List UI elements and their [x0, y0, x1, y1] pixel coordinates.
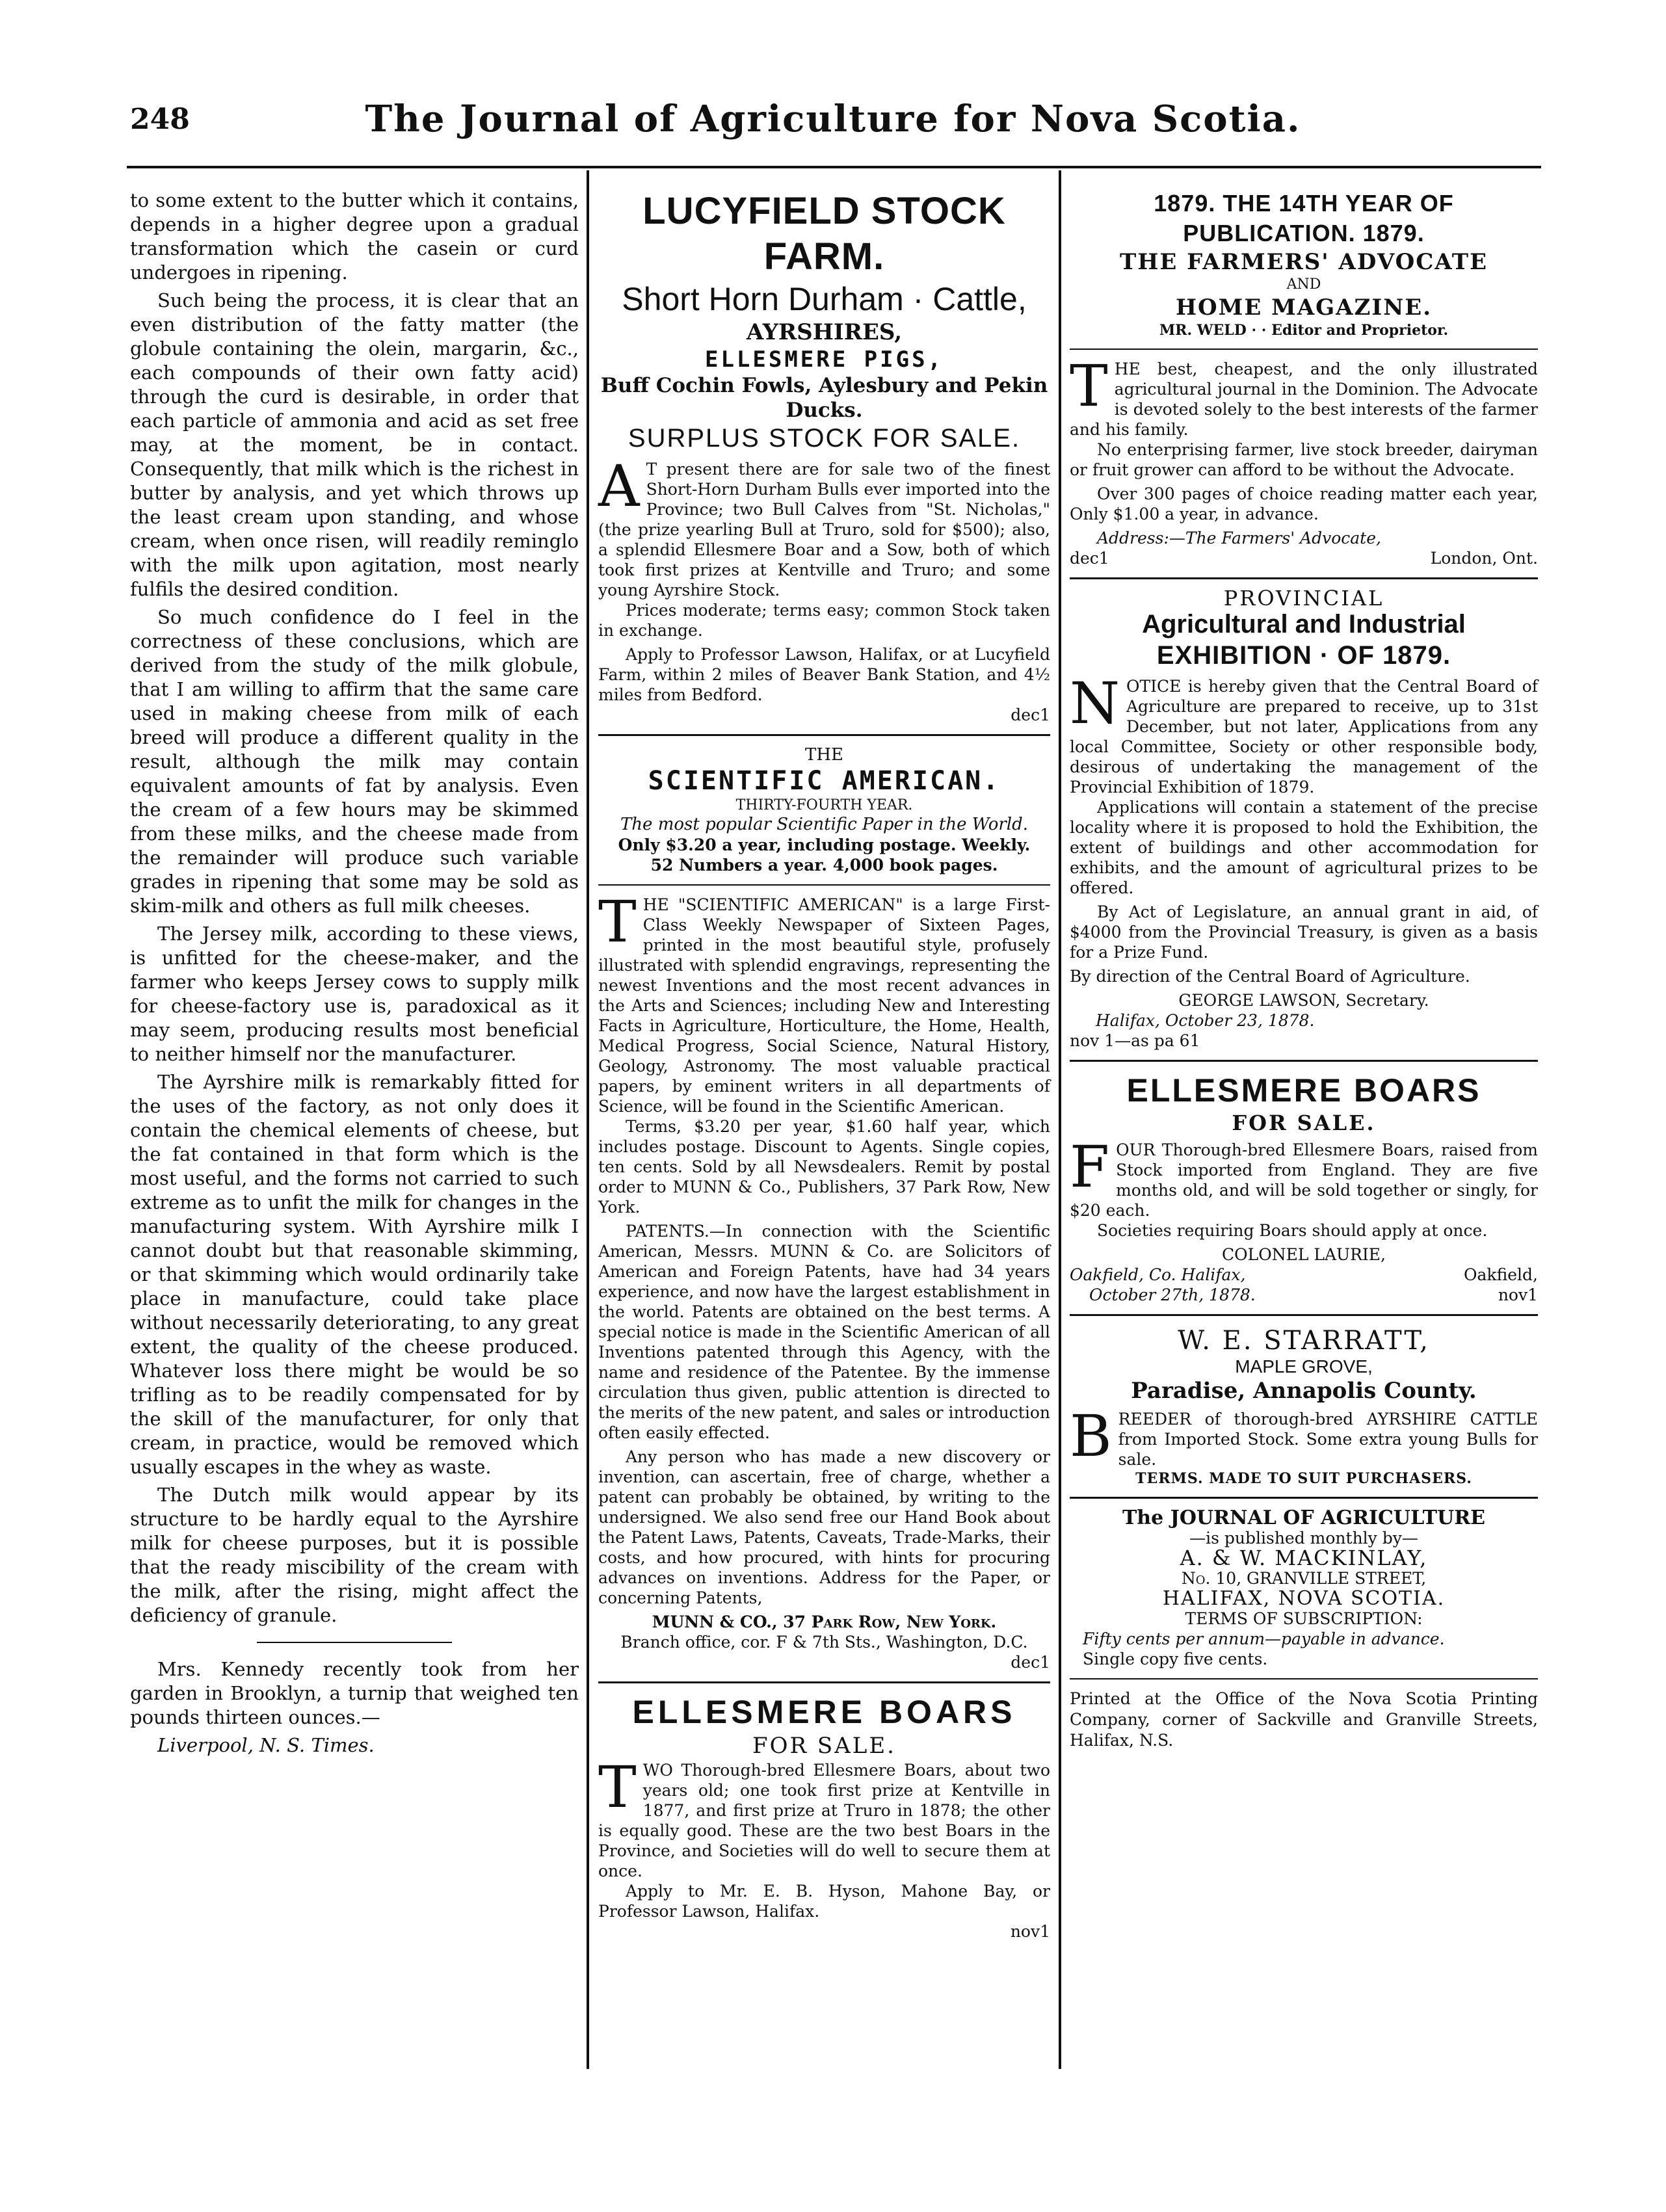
- lucyfield-cattle: Short Horn Durham · Cattle,: [622, 281, 1027, 317]
- article-paragraph: Such being the process, it is clear that an even distribution of the fatty matter (the globule containing the olein, margarin, &c., each compounds of their own fatty acid) through the curd is desirable, in order that each particle of ammonia and acid as set free may, at the moment, be in contact. Consequently, that milk which is the richest in butter by analysis, and yet which throws up the least cream upon standing, and whose cream, when once risen, will readily reminglo with the milk upon agitation, most nearly fulfils the desired condition.: [130, 289, 579, 600]
- boars-apply: Apply to Mr. E. B. Hyson, Mahone Bay, or Professor Lawson, Halifax.: [598, 1882, 1050, 1921]
- fa-pages: Over 300 pages of choice reading matter each year, Only $1.00 a year, in advance.: [1070, 484, 1538, 523]
- dropcap: A: [598, 453, 640, 520]
- article-paragraph: The Jersey milk, according to these views, is unfitted for the cheese-maker, and the farmer who keeps Jersey cows to supply milk for cheese-factory use is, paradoxical as it may seem, producing results most beneficial to neither himself nor the manufacturer.: [130, 923, 579, 1065]
- header-rule: [127, 166, 1541, 168]
- ex-act: By Act of Legislature, an annual grant in aid, of $4000 from the Provincial Treasury, is given as a basis for a Prize Fund.: [1070, 902, 1538, 962]
- ws-terms: TERMS. MADE TO SUIT PURCHASERS.: [1135, 1470, 1472, 1487]
- eb-subtitle: FOR SALE.: [1232, 1111, 1376, 1135]
- ex-date: Halifax, October 23, 1878.: [1096, 1011, 1315, 1030]
- ex-direction: By direction of the Central Board of Agriculture.: [1070, 967, 1470, 986]
- ex-title-2: EXHIBITION · OF 1879.: [1156, 641, 1451, 670]
- fa-title-2: HOME MAGAZINE.: [1175, 295, 1433, 321]
- sa-price: Only $3.20 a year, including postage. Weekly.: [618, 836, 1031, 854]
- fa-no-farmer: No enterprising farmer, live stock breeder, dairyman or fruit grower can afford to be without the Advocate.: [1070, 440, 1538, 479]
- ex-applications: Applications will contain a statement of the precise locality where it is proposed to hold the Exhibition, the extent of buildings and other accommodation for exhibits, and the amount of agricultural prizes to be offered.: [1070, 798, 1538, 897]
- sa-terms: Terms, $3.20 per year, $1.60 half year, which includes postage. Discount to Agents. Single copies, ten cents. Sold by all Newsdealers. Remit by postal order to MUNN & Co., Publishers, 37 Park Row, New York.: [598, 1117, 1050, 1217]
- eb-date: October 27th, 1878.: [1089, 1285, 1256, 1304]
- dropcap: F: [1070, 1133, 1110, 1200]
- sa-patents: PATENTS.—In connection with the Scientific American, Messrs. MUNN & Co. are Solicitors of American and Foreign Patents, have had 34 years experience, and now have the largest establishment in the world. Patents are obtained on the best terms. A special notice is made in the Scientific American of all Inventions patented through this Agency, with the name and residence of the Patentee. By the immense circulation thus given, public attention is directed to the merits of the new patent, and sales or introduction often easily effected.: [598, 1222, 1050, 1442]
- boars-subtitle: FOR SALE.: [752, 1733, 896, 1759]
- sa-tagline: The most popular Scientific Paper in the World.: [620, 815, 1029, 834]
- ja-publishers: A. & W. MACKINLAY,: [1180, 1546, 1428, 1570]
- ad-separator: [1070, 1060, 1538, 1062]
- ja-terms: TERMS OF SUBSCRIPTION:: [1185, 1609, 1423, 1628]
- sa-the: THE: [805, 745, 843, 765]
- ex-signature: GEORGE LAWSON, Secretary.: [1178, 991, 1429, 1010]
- fa-title: THE FARMERS' ADVOCATE: [1119, 249, 1488, 275]
- ja-city: HALIFAX, NOVA SCOTIA.: [1162, 1587, 1446, 1610]
- fa-editor: MR. WELD · · Editor and Proprietor.: [1159, 322, 1449, 339]
- ja-fifty-cents: Fifty cents per annum—payable in advance.: [1083, 1629, 1445, 1648]
- ad-separator: [1070, 1678, 1538, 1679]
- ws-county: Paradise, Annapolis County.: [1131, 1378, 1477, 1404]
- ex-provincial: PROVINCIAL: [1223, 586, 1384, 611]
- page-number: 248: [130, 103, 190, 136]
- boars-title: ELLESMERE BOARS: [632, 1694, 1016, 1730]
- ad-separator: [1070, 1497, 1538, 1499]
- article-paragraph: So much confidence do I feel in the correctness of these conclusions, which are derived from the study of the milk globule, that I am willing to affirm that the same care used in making cheese from milk of each breed will produce a different quality in the result, although the milk may contain equivalent amounts of fat by analysis. Even the cream of a few hours may be skimmed from these milks, and the cheese made from the remainder will produce such variable grades in ripening that some may be sold as skim-milk and others as full milk cheeses.: [130, 606, 579, 917]
- column-divider-1: [587, 170, 589, 2069]
- ad-code: dec1: [1070, 549, 1109, 568]
- fa-address: Address:—The Farmers' Advocate,: [1097, 529, 1381, 547]
- eb-place-2: Oakfield,: [1464, 1265, 1538, 1284]
- article-paragraph: to some extent to the butter which it contains, depends in a higher degree upon a gradual transformation which the casein or curd undergoes in ripening.: [130, 189, 579, 283]
- dropcap: T: [598, 1754, 637, 1821]
- fa-body: THE best, cheapest, and the only illustrated agricultural journal in the Dominion. The Advocate is devoted solely to the best interests of the farmer and his family.: [1070, 352, 1538, 439]
- lucyfield-title: LUCYFIELD STOCK FARM.: [642, 190, 1006, 278]
- ja-printed: Printed at the Office of the Nova Scotia Printing Company, corner of Sackville and Granville Streets, Halifax, N.S.: [1070, 1689, 1538, 1750]
- fa-footer: [1070, 548, 1538, 568]
- article-paragraph: The Ayrshire milk is remarkably fitted for the uses of the factory, as not only does it contain the chemical elements of cheese, but the fat contained in that form which is the most useful, and the forms not carried to such extreme as to unfit the milk for changes in the manufacturing system. With Ayrshire milk I cannot doubt but that reasonable skimming, or that skimming which would ordinarily take place in manufacture, could take place without necessarily deteriorating, to any great extent, the quality of the cheese produced. Whatever loss there might be would be so trifling as to be readily compensated for by the skill of the manufacturer, for only that cream, in practice, would be removed which usually escapes in the whey as waste.: [130, 1071, 579, 1478]
- dropcap: T: [1070, 352, 1108, 419]
- ws-grove: MAPLE GROVE,: [1235, 1356, 1373, 1376]
- article-column: [130, 189, 579, 1761]
- lucyfield-pigs: ELLESMERE PIGS,: [704, 347, 944, 373]
- dropcap: B: [1070, 1402, 1112, 1469]
- ad-separator: [1070, 577, 1538, 579]
- article-separator: [257, 1642, 452, 1643]
- ws-name: W. E. STARRATT,: [1178, 1326, 1430, 1356]
- ad-separator: [1070, 349, 1538, 350]
- eb-place-row: [1070, 1265, 1538, 1285]
- lucyfield-fowls: Buff Cochin Fowls, Aylesbury and Pekin Ducks.: [600, 374, 1048, 422]
- ad-separator: [598, 884, 1050, 886]
- ex-title: Agricultural and Industrial: [1142, 610, 1466, 639]
- sa-body: THE "SCIENTIFIC AMERICAN" is a large First-Class Weekly Newspaper of Sixteen Pages, printed in the most beautiful style, profusely illustrated with splendid engravings, representing the newest Inventions and the most recent advances in the Arts and Sciences; including New and Interesting Facts in Agriculture, Horticulture, the Home, Health, Medical Progress, Social Science, Natural History, Geology, Astronomy. The most valuable practical papers, by eminent writers in all departments of Science, will be found in the Scientific American.: [598, 888, 1050, 1116]
- sa-title: SCIENTIFIC AMERICAN.: [648, 766, 1001, 796]
- eb-signature: COLONEL LAURIE,: [1221, 1245, 1386, 1264]
- ad-separator: [1070, 1314, 1538, 1316]
- ads-column-right: [1070, 189, 1538, 1751]
- lucyfield-apply: Apply to Professor Lawson, Halifax, or at Lucyfield Farm, within 2 miles of Beaver Bank Station, and 4½ miles from Bedford.: [598, 645, 1050, 704]
- eb-place: Oakfield, Co. Halifax,: [1070, 1265, 1246, 1284]
- column-divider-2: [1059, 170, 1061, 2069]
- eb-date-row: [1070, 1285, 1538, 1305]
- sa-branch: Branch office, cor. F & 7th Sts., Washington, D.C.: [620, 1633, 1028, 1652]
- ads-column-middle: [598, 189, 1050, 1942]
- eb-title: ELLESMERE BOARS: [1126, 1072, 1481, 1109]
- lucyfield-body: A T present there are for sale two of the finest Short-Horn Durham Bulls ever imported into the Province; two Bull Calves from "St. Nicholas," (the prize yearling Bull at Truro, sold for $500); also, a splendid Ellesmere Boar and a Sow, both of which took first prizes at Kentville and Truro; and some young Ayrshire Stock.: [598, 453, 1050, 599]
- ad-code: dec1: [1011, 1653, 1050, 1672]
- lucyfield-surplus: SURPLUS STOCK FOR SALE.: [628, 424, 1021, 453]
- fa-and: AND: [1286, 276, 1321, 293]
- ja-title: The JOURNAL OF AGRICULTURE: [1122, 1507, 1486, 1529]
- dropcap: N: [1070, 670, 1120, 737]
- ws-body: BREEDER of thorough-bred AYRSHIRE CATTLE from Imported Stock. Some extra young Bulls for sale.: [1070, 1402, 1538, 1469]
- eb-societies: Societies requiring Boars should apply at once.: [1097, 1221, 1488, 1240]
- ja-address: No. 10, GRANVILLE STREET,: [1181, 1569, 1427, 1588]
- sa-any-person: Any person who has made a new discovery or invention, can ascertain, free of charge, whether a patent can probably be obtained, by writing to the undersigned. We also send free our Hand Book about the Patent Laws, Patents, Caveats, Trade-Marks, their costs, and how procured, with hints for procuring advances on inventions. Address for the Paper, or concerning Patents,: [598, 1447, 1050, 1607]
- journal-title: The Journal of Agriculture for Nova Scotia.: [365, 98, 1301, 140]
- fa-year-banner: 1879. THE 14TH YEAR OF PUBLICATION. 1879.: [1154, 190, 1454, 246]
- ad-separator: [598, 734, 1050, 736]
- news-source: Liverpool, N. S. Times.: [157, 1734, 375, 1756]
- boars-body: TWO Thorough-bred Ellesmere Boars, about two years old; one took first prize at Kentville in 1877, and first prize at Truro in 1878; the other is equally good. These are the two best Boars in the Province, and Societies will do well to secure them at once.: [598, 1754, 1050, 1880]
- ad-code: nov1: [1498, 1285, 1538, 1304]
- ja-published: —is published monthly by—: [1189, 1529, 1418, 1547]
- dropcap: T: [598, 888, 637, 955]
- sa-munn: MUNN & CO., 37 Park Row, New York.: [652, 1613, 997, 1631]
- ad-separator: [598, 1681, 1050, 1683]
- sa-numbers: 52 Numbers a year. 4,000 book pages.: [650, 856, 998, 875]
- article-paragraph: The Dutch milk would appear by its structure to be hardly equal to the Ayrshire milk for cheese purposes, but it is possible that the ready miscibility of the cream with the milk, after the rising, might affect the deficiency of granule.: [130, 1484, 579, 1626]
- fa-london: London, Ont.: [1430, 549, 1538, 568]
- ad-code: nov1: [1010, 1922, 1050, 1941]
- news-item: Mrs. Kennedy recently took from her garden in Brooklyn, a turnip that weighed ten pounds thirteen ounces.—: [130, 1658, 579, 1728]
- lucyfield-ayrshires: AYRSHIRES,: [746, 319, 903, 345]
- ad-code: nov 1—as pa 61: [1070, 1031, 1200, 1050]
- ex-body: NOTICE is hereby given that the Central Board of Agriculture are prepared to receive, up to 31st December, but not later, Applications from any local Committee, Society or other responsible body, desirous of undertaking the management of the Provincial Exhibition of 1879.: [1070, 670, 1538, 797]
- ja-single-copy: Single copy five cents.: [1083, 1650, 1268, 1668]
- lucyfield-prices: Prices moderate; terms easy; common Stock taken in exchange.: [598, 601, 1050, 640]
- sa-year: THIRTY-FOURTH YEAR.: [735, 797, 913, 813]
- eb-body: FOUR Thorough-bred Ellesmere Boars, raised from Stock imported from England. They are five months old, and will be sold together or singly, for $20 each.: [1070, 1133, 1538, 1220]
- ad-code: dec1: [1011, 705, 1050, 724]
